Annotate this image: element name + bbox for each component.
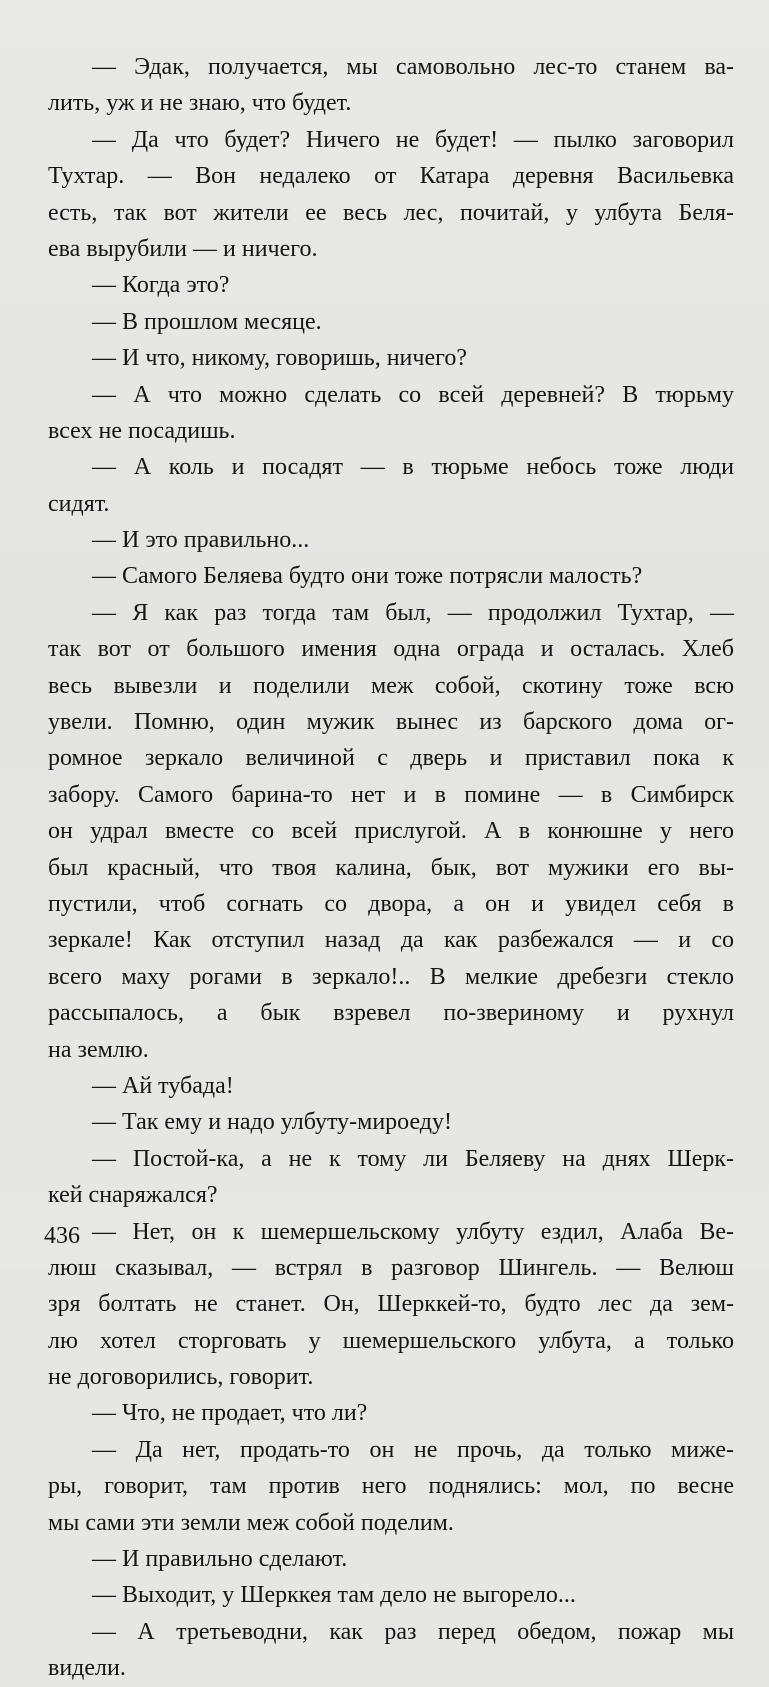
text-line: — Ай тубада! bbox=[92, 1072, 234, 1099]
text-line: ева вырубили — и ничего. bbox=[48, 235, 318, 262]
text-line: на землю. bbox=[48, 1036, 149, 1063]
text-line: весь вывезли и поделили меж собой, скотину тоже всю bbox=[48, 672, 734, 699]
page-text bbox=[48, 49, 734, 1687]
text-line: ромное зеркало величиной с дверь и приставил пока к bbox=[48, 745, 734, 772]
text-line: есть, так вот жители ее весь лес, почитай, у улбута Беля- bbox=[48, 199, 734, 226]
text-line: забору. Самого барина-то нет и в помине — в Симбирск bbox=[48, 781, 734, 808]
text-line: — Что, не продает, что ли? bbox=[92, 1400, 368, 1427]
text-line: пустили, чтоб согнать со двора, а он и увидел себя в bbox=[48, 890, 734, 917]
text-line: увели. Помню, один мужик вынес из барского дома ог- bbox=[48, 709, 734, 736]
text-line: — Постой-ка, а не к тому ли Беляеву на днях Шерк- bbox=[92, 1145, 734, 1172]
text-line: — Нет, он к шемершельскому улбуту ездил, Алаба Ве- bbox=[92, 1218, 734, 1245]
text-line: видели. bbox=[48, 1655, 126, 1682]
text-line: — И что, никому, говоришь, ничего? bbox=[92, 345, 468, 372]
text-line: зеркале! Как отступил назад да как разбежался — и со bbox=[48, 927, 734, 954]
text-line: ры, говорит, там против него поднялись: мол, по весне bbox=[48, 1473, 734, 1500]
text-line: — И правильно сделают. bbox=[92, 1546, 348, 1573]
text-line: — И это правильно... bbox=[92, 527, 310, 554]
text-line: — Да что будет? Ничего не будет! — пылко заговорил bbox=[92, 126, 734, 153]
text-line: — Так ему и надо улбуту-мироеду! bbox=[92, 1109, 453, 1136]
text-line: всех не посадишь. bbox=[48, 417, 236, 444]
text-line: всего маху рогами в зеркало!.. В мелкие дребезги стекло bbox=[48, 963, 734, 990]
text-line: лю хотел сторговать у шемершельского улбута, а только bbox=[48, 1327, 734, 1354]
text-line: — А что можно сделать со всей деревней? В тюрьму bbox=[92, 381, 734, 408]
text-line: — Самого Беляева будто они тоже потрясли малость? bbox=[92, 563, 643, 590]
text-line: — А третьеводни, как раз перед обедом, пожар мы bbox=[92, 1618, 734, 1645]
text-line: — В прошлом месяце. bbox=[92, 308, 322, 335]
text-line: — Выходит, у Шерккея там дело не выгорело... bbox=[92, 1582, 576, 1609]
text-line: не договорились, говорит. bbox=[48, 1364, 314, 1391]
text-line: он удрал вместе со всей прислугой. А в конюшне у него bbox=[48, 818, 734, 845]
page-number: 436 bbox=[44, 1223, 80, 1249]
text-line: был красный, что твоя калина, бык, вот мужики его вы- bbox=[48, 854, 734, 881]
text-line: люш сказывал, — встрял в разговор Шингель. — Велюш bbox=[48, 1254, 734, 1281]
text-line: Тухтар. — Вон недалеко от Катара деревня Васильевка bbox=[48, 163, 734, 190]
text-line: — Когда это? bbox=[92, 272, 230, 299]
text-line: зря болтать не станет. Он, Шерккей-то, будто лес да зем- bbox=[48, 1291, 734, 1318]
text-line: так вот от большого имения одна ограда и осталась. Хлеб bbox=[48, 636, 734, 663]
text-line: сидят. bbox=[48, 490, 110, 517]
text-line: — Эдак, получается, мы самовольно лес-то станем ва- bbox=[92, 54, 734, 80]
text-line: кей снаряжался? bbox=[48, 1182, 218, 1209]
text-line: лить, уж и не знаю, что будет. bbox=[48, 90, 352, 117]
text-line: рассыпалось, а бык взревел по-звериному и рухнул bbox=[48, 1000, 734, 1027]
text-line: — Я как раз тогда там был, — продолжил Тухтар, — bbox=[92, 599, 734, 626]
text-line: мы сами эти земли меж собой поделим. bbox=[48, 1509, 454, 1536]
text-line: — А коль и посадят — в тюрьме небось тоже люди bbox=[92, 454, 734, 481]
text-line: — Да нет, продать-то он не прочь, да только миже- bbox=[92, 1436, 734, 1463]
